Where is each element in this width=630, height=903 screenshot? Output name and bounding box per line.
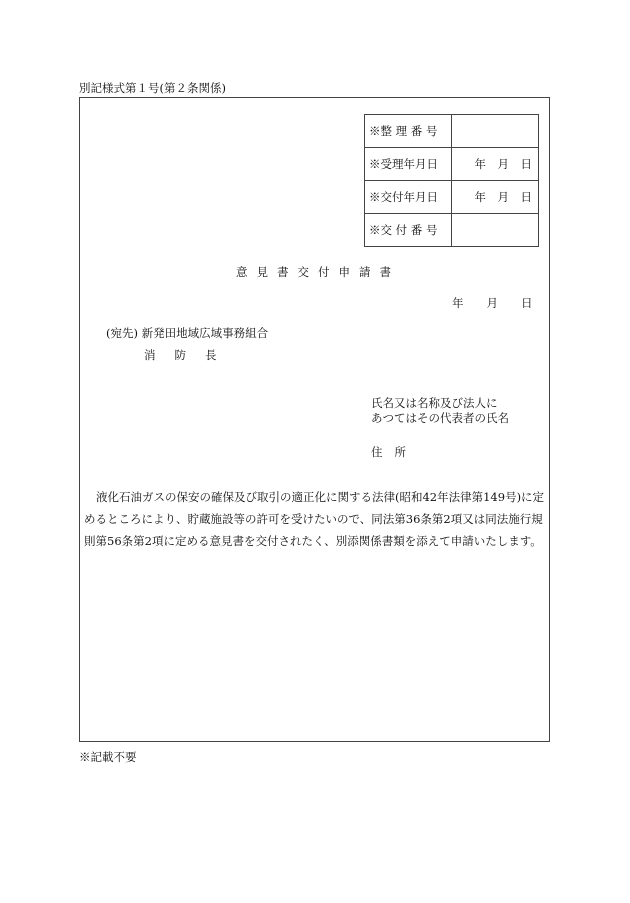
addressee: (宛先) 新発田地域広域事務組合 (106, 326, 269, 340)
office-use-table (364, 114, 539, 247)
table-row (365, 181, 539, 214)
form-number-label: 別記様式第１号(第２条関係) (79, 81, 226, 95)
reference-number-value (452, 115, 539, 148)
table-row (365, 214, 539, 247)
received-date-value: 年 月 日 (452, 148, 539, 181)
applicant-name-label-line2: あつてはその代表者の氏名 (371, 411, 509, 425)
issued-date-value: 年 月 日 (452, 181, 539, 214)
body-paragraph: 液化石油ガスの保安の確保及び取引の適正化に関する法律(昭和42年法律第149号)に定めるところにより、貯蔵施設等の許可を受けたいので、同法第36条第2項又は同法施行規則第56条第2項に定める意見書を交付されたく、別添関係書類を添えて申請いたします。 (84, 490, 545, 548)
issue-number-value (452, 214, 539, 247)
footnote: ※記載不要 (79, 750, 137, 764)
applicant-address-label: 住所 (371, 445, 418, 459)
issued-date-label: ※交付年月日 (365, 181, 452, 214)
application-body (84, 486, 546, 552)
reference-number-label: ※整 理 番 号 (365, 115, 452, 148)
applicant-name-label-line1: 氏名又は名称及び法人に (371, 396, 498, 410)
issue-number-label: ※交 付 番 号 (365, 214, 452, 247)
table-row (365, 148, 539, 181)
fire-chief-title: 消防長 (144, 348, 236, 362)
table-row (365, 115, 539, 148)
received-date-label: ※受理年月日 (365, 148, 452, 181)
document-title: 意見書交付申請書 (236, 265, 400, 279)
application-date: 年 月 日 (452, 296, 533, 310)
